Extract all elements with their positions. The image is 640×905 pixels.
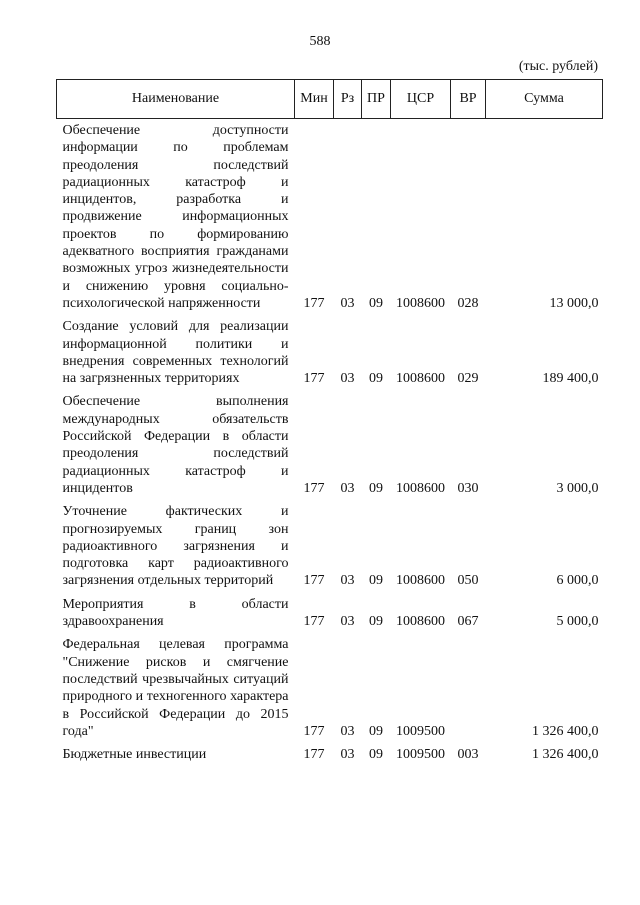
- row-vr: 028: [457, 295, 479, 311]
- row-vr: 030: [457, 480, 479, 496]
- row-min: 177: [303, 723, 325, 739]
- table-row: [57, 633, 603, 743]
- row-sum: 3 000,0: [556, 480, 599, 496]
- row-csr: 1008600: [396, 480, 445, 496]
- row-min: 177: [303, 614, 325, 630]
- row-csr: 1008600: [396, 614, 445, 630]
- row-name: Уточнение фактических и прогнозируемых границ зон радиоактивного загрязнения и подготовка карт радиоактивного загрязнения отдельных территорий: [62, 504, 289, 589]
- row-min: 177: [303, 573, 325, 589]
- row-sum: 6 000,0: [556, 573, 599, 589]
- table-row: [57, 593, 603, 634]
- table-row: [57, 390, 603, 500]
- header-pr: ПР: [362, 80, 391, 119]
- row-csr: 1008600: [396, 573, 445, 589]
- row-name: Создание условий для реализации информационной политики и внедрения современных технологий на загрязненных территориях: [62, 319, 289, 387]
- row-pr: 09: [369, 723, 383, 739]
- row-rz: 03: [340, 573, 355, 589]
- row-rz: 03: [340, 747, 355, 763]
- row-vr: 029: [457, 371, 479, 387]
- row-sum: 5 000,0: [556, 614, 599, 630]
- row-min: 177: [303, 747, 325, 763]
- table-row: [57, 743, 603, 766]
- header-sum: Сумма: [486, 80, 603, 119]
- table-row: [57, 315, 603, 390]
- row-csr: 1008600: [396, 295, 445, 311]
- header-vr: ВР: [451, 80, 486, 119]
- table-row: [57, 119, 603, 316]
- row-name: Обеспечение выполнения международных обязательств Российской Федерации в области преодоления последствий радиационных катастроф и инцидентов: [62, 394, 289, 496]
- row-min: 177: [303, 295, 325, 311]
- row-rz: 03: [340, 371, 355, 387]
- row-vr: [451, 633, 486, 743]
- table-row: [57, 500, 603, 592]
- row-name: Обеспечение доступности информации по проблемам преодоления последствий радиационных катастроф и инцидентов, разработка и продвижение информационных проектов по формированию адекватного восприятия гражданами возможных угроз жизнедеятельности и снижению уровня социально-психологической напряженности: [62, 123, 289, 311]
- row-name: Мероприятия в области здравоохранения: [62, 596, 289, 630]
- row-csr: 1008600: [396, 371, 445, 387]
- row-min: 177: [303, 371, 325, 387]
- header-name: Наименование: [57, 80, 295, 119]
- page-number: 588: [309, 34, 331, 49]
- row-sum: 1 326 400,0: [532, 723, 599, 739]
- header-rz: Рз: [334, 80, 362, 119]
- row-sum: 1 326 400,0: [532, 747, 599, 763]
- row-sum: 13 000,0: [549, 295, 599, 311]
- row-pr: 09: [369, 295, 383, 311]
- row-pr: 09: [369, 747, 383, 763]
- row-pr: 09: [369, 573, 383, 589]
- header-min: Мин: [295, 80, 334, 119]
- row-min: 177: [303, 480, 325, 496]
- row-pr: 09: [369, 480, 383, 496]
- row-rz: 03: [340, 723, 355, 739]
- row-rz: 03: [340, 614, 355, 630]
- row-pr: 09: [369, 371, 383, 387]
- row-pr: 09: [369, 614, 383, 630]
- row-rz: 03: [340, 480, 355, 496]
- row-rz: 03: [340, 295, 355, 311]
- header-csr: ЦСР: [391, 80, 451, 119]
- row-name: Бюджетные инвестиции: [62, 747, 207, 763]
- row-csr: 1009500: [396, 723, 445, 739]
- row-sum: 189 400,0: [542, 371, 599, 387]
- row-name: Федеральная целевая программа "Снижение рисков и смягчение последствий чрезвычайных ситуаций природного и техногенного характера в Российской Федерации до 2015 года": [62, 637, 289, 739]
- units-label: (тыс. рублей): [518, 59, 598, 74]
- row-vr: 003: [457, 747, 479, 763]
- row-csr: 1009500: [396, 747, 445, 763]
- row-vr: 050: [457, 573, 479, 589]
- row-vr: 067: [457, 614, 479, 630]
- budget-table: [56, 79, 603, 766]
- header-row: [57, 80, 603, 119]
